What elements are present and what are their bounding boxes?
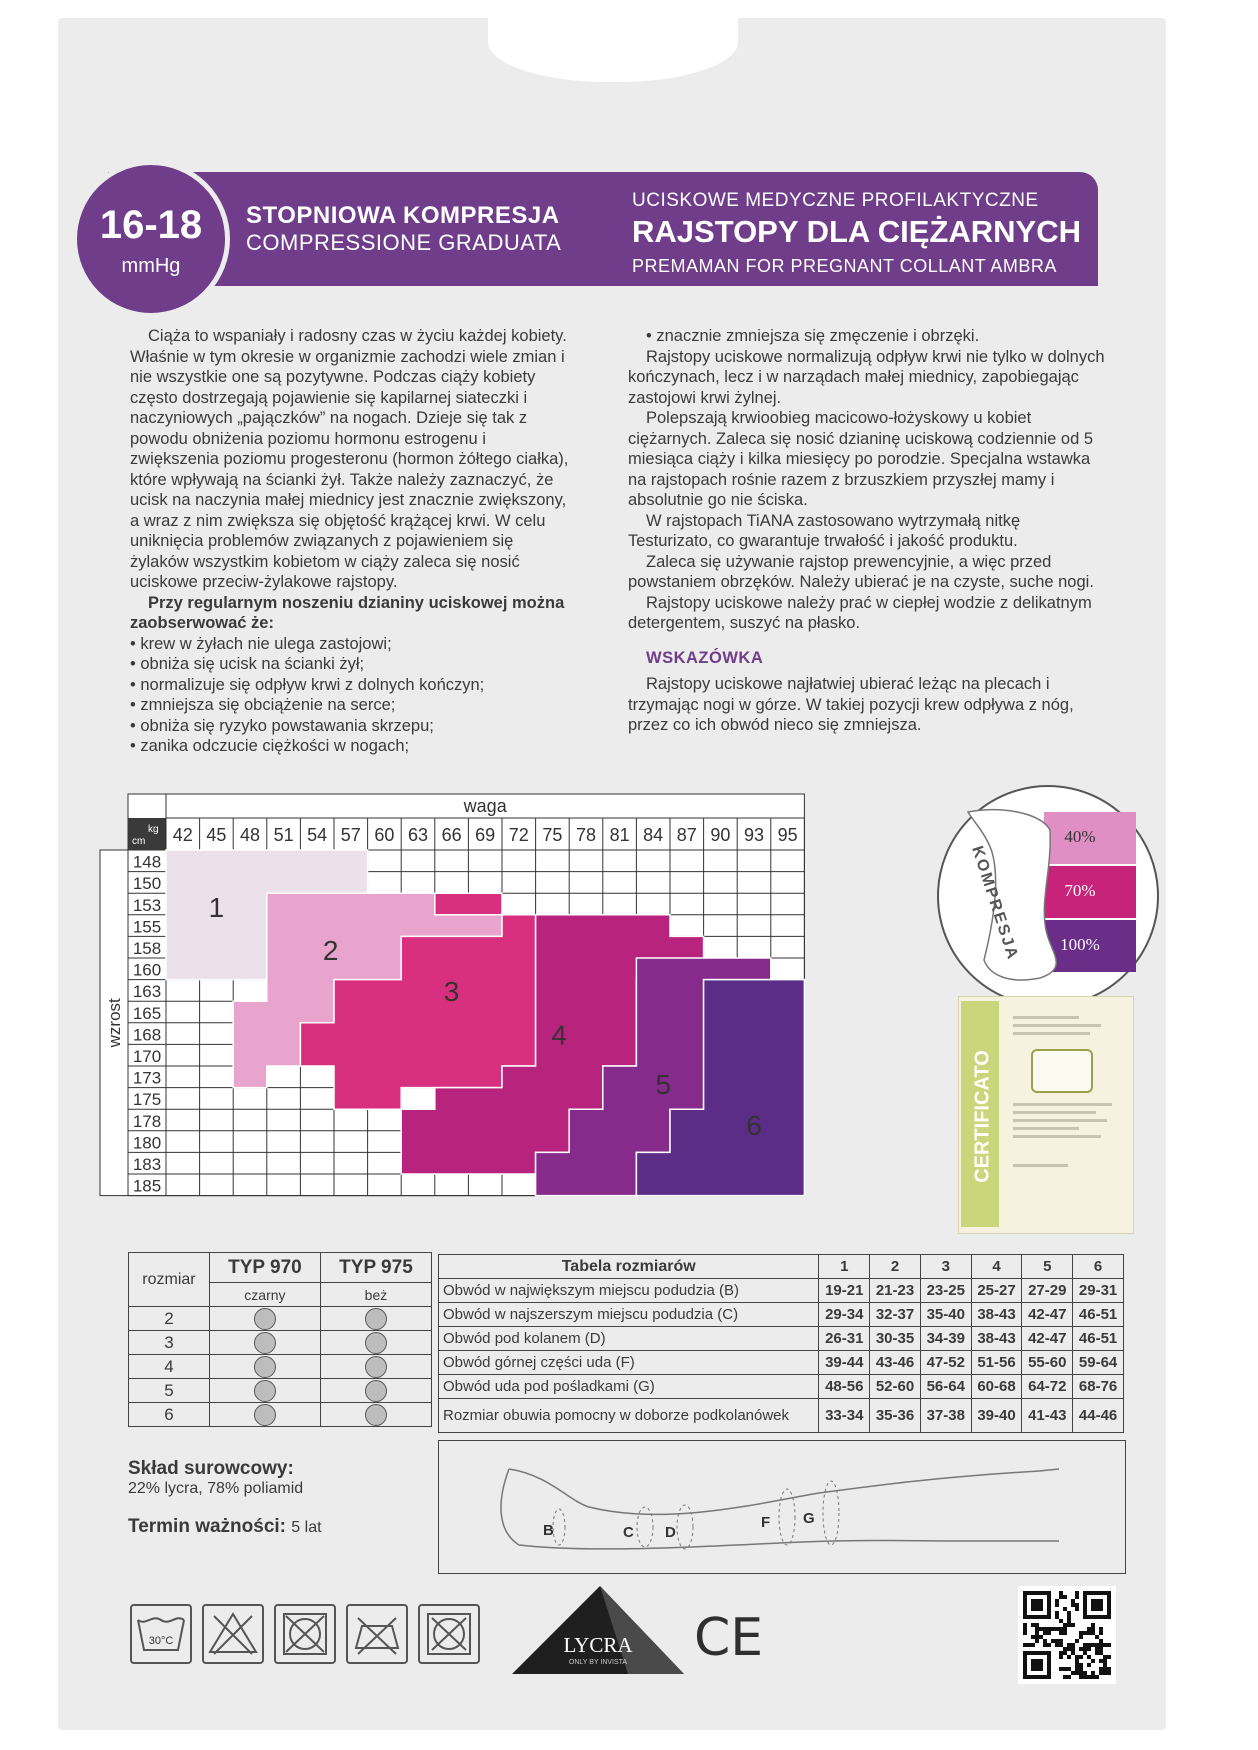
paragraph-prevention: Zaleca się używanie rajstop prewencyjnie, a więc przed powstaniem obrzęków. Należy ubierać je na czyste, suche nogi. [628,552,1094,591]
weight-tick: 48 [239,825,261,845]
size-table-cell: 32-37 [870,1303,921,1327]
leg-point-f: F [761,1514,771,1531]
size-table-row-label: Obwód uda pod pośladkami (G) [439,1375,819,1399]
size-table-cell: 26-31 [819,1327,870,1351]
size-table-cell: 46-51 [1073,1327,1124,1351]
size-table-cell: 46-51 [1073,1303,1124,1327]
no-dry-clean-icon [418,1604,480,1664]
size-table-cell: 23-25 [920,1279,971,1303]
wash-30-icon [130,1604,192,1664]
no-tumble-dry-icon [274,1604,336,1664]
compression-label-40: 40% [1064,827,1096,846]
leg-outline-path [501,1469,1059,1549]
size-table-cell: 56-64 [920,1375,971,1399]
weight-tick: 42 [172,825,193,845]
benefit-item: • normalizuje się odpływ krwi z dolnych kończyn; [130,675,572,696]
size-zone-label-2: 2 [322,935,339,967]
size-table-cell: 33-34 [819,1399,870,1433]
weight-tick: 72 [508,825,529,845]
size-table-cell: 47-52 [920,1351,971,1375]
hint-text: Rajstopy uciskowe najłatwiej ubierać leżąc na plecach i trzymając nogi w górze. W takiej pozycji krew odpływa z nóg, przez co ich obwód nieco się zmniejsza. [628,675,1074,734]
weight-tick: 95 [777,825,798,845]
size-header: 4 [971,1255,1022,1279]
height-tick: 160 [132,960,162,980]
height-tick: 155 [132,917,162,937]
size-table-cell: 59-64 [1073,1351,1124,1375]
size-table-row-label: Obwód w największym miejscu podudzia (B) [439,1279,819,1303]
availability-dot-icon [365,1356,387,1378]
size-header: 2 [870,1255,921,1279]
certificate-body [1013,1011,1123,1172]
pressure-unit: mmHg [121,255,181,277]
hint-title: WSKAZÓWKA [646,648,764,667]
weight-tick: 75 [542,825,563,845]
benefit-item: • zanika odczucie ciężkości w nogach; [130,736,572,757]
size-header: 3 [920,1255,971,1279]
compression-label-70: 70% [1064,881,1096,900]
size-table-cell: 64-72 [1022,1375,1073,1399]
lycra-name: LYCRA [563,1633,633,1657]
pressure-value: 16-18 [99,203,203,247]
size-table-cell: 42-47 [1022,1327,1073,1351]
type-975-color: beż [320,1283,431,1307]
size-table-row-label: Obwód pod kolanem (D) [439,1327,819,1351]
size-table-cell: 38-43 [971,1303,1022,1327]
wash-temperature: 30°C [148,1635,174,1647]
paragraph-circulation: Rajstopy uciskowe normalizują odpływ krwi nie tylko w dolnych kończynach, lecz i w narządach małej miednicy, zapobiegając zastojowi krwi żylnej. [628,347,1105,407]
weight-tick: 60 [374,825,395,845]
height-tick: 170 [132,1047,162,1066]
size-table-cell: 43-46 [870,1351,921,1375]
benefit-item: • obniża się ryzyko powstawania skrzepu; [130,716,572,737]
weight-axis-label: waga [463,796,507,816]
size-table-row-label: Obwód górnej części uda (F) [439,1351,819,1375]
availability-dot-icon [365,1380,387,1402]
weight-tick: 78 [575,825,597,845]
height-tick: 178 [132,1111,162,1131]
size-table-row-label: Rozmiar obuwia pomocny w doborze podkolanówek [439,1399,819,1433]
height-axis-label: wzrost [105,998,124,1048]
size-table-cell: 29-31 [1073,1279,1124,1303]
expiry [128,1516,322,1538]
ce-mark: CE [694,1608,764,1668]
height-tick: 175 [132,1090,162,1110]
weight-tick: 57 [340,825,361,845]
size-table-cell: 60-68 [971,1375,1022,1399]
type-row-size: 2 [129,1307,210,1331]
benefit-item-last: • znacznie zmniejsza się zmęczenie i obrzęki. [646,327,980,345]
size-header: 6 [1073,1255,1124,1279]
size-table-cell: 68-76 [1073,1375,1124,1399]
size-table-cell: 52-60 [870,1375,921,1399]
benefit-item: • zmniejsza się obciążenie na serce; [130,695,572,716]
header-right-line1: UCISKOWE MEDYCZNE PROFILAKTYCZNE [632,190,1039,211]
type-970-color: czarny [209,1283,320,1307]
size-header: 1 [819,1255,870,1279]
height-tick: 168 [132,1025,162,1045]
size-table-cell: 37-38 [920,1399,971,1433]
type-row-size: 3 [129,1331,210,1355]
size-zone-label-1: 1 [208,891,225,923]
header-left-line2: COMPRESSIONE GRADUATA [246,230,562,255]
header-left-line1: STOPNIOWA KOMPRESJA [246,202,560,229]
size-zone-label-6: 6 [746,1110,762,1142]
leg-outline [439,1441,1125,1573]
paragraph-washing: Rajstopy uciskowe należy prać w ciepłej wodzie z delikatnym detergentem, suszyć na płasko. [628,593,1092,632]
height-tick: 153 [132,895,162,915]
weight-tick: 93 [743,825,765,845]
size-zone-label-5: 5 [655,1069,672,1101]
weight-tick: 87 [676,825,697,845]
size-table-cell: 44-46 [1073,1399,1124,1433]
composition [128,1458,303,1498]
weight-tick: 45 [206,825,227,845]
height-tick: 158 [132,939,162,958]
type-975-header: TYP 975 [320,1253,431,1283]
composition-heading: Skład surowcowy: [128,1458,294,1479]
size-table-cell: 39-40 [971,1399,1022,1433]
size-table-cell: 19-21 [819,1279,870,1303]
height-tick: 148 [132,852,162,872]
size-header: 5 [1022,1255,1073,1279]
paragraph-yarn: W rajstopach TiANA zastosowano wytrzymałą nitkę Testurizato, co gwarantuje trwałość i jakość produktu. [628,511,1021,550]
corner-cm-label: cm [132,836,146,847]
composition-value: 22% lycra, 78% poliamid [128,1480,304,1497]
type-row-size: 4 [129,1355,210,1379]
certificate-word: CERTIFICATO [971,1050,994,1183]
height-tick: 173 [132,1068,162,1088]
height-tick: 183 [132,1155,162,1174]
height-tick: 165 [132,1003,162,1023]
corner-kg-label: kg [148,824,159,835]
leg-point-g: G [803,1510,815,1527]
availability-dot-icon [254,1404,276,1426]
paragraph-pregnancy: Polepszają krwioobieg macicowo-łożyskowy u kobiet ciężarnych. Zaleca się nosić dzianinę uciskową codziennie od 5 miesiąca ciąży i kilka miesięcy po porodzie. Specjalna wstawka na rajstopach rośnie razem z brzuszkiem przyszłej mamy i absolutnie go nie ściska. [628,409,1094,509]
type-table-size-header: rozmiar [129,1253,210,1307]
size-table-cell: 25-27 [971,1279,1022,1303]
lycra-sub: ONLY BY INVISTA [568,1659,628,1666]
compression-diagram [938,786,1158,1006]
leg-point-c: C [623,1524,634,1541]
height-tick: 180 [132,1133,162,1153]
certificate-strip [961,1001,999,1227]
size-table-cell: 39-44 [819,1351,870,1375]
type-table [128,1252,432,1427]
weight-tick: 63 [407,825,429,845]
intro-paragraph: Ciąża to wspaniały i radosny czas w życiu każdej kobiety. Właśnie w tym okresie w organizmie zachodzi wiele zmian i nie wszystkie one są pozytywne. Podczas ciąży kobiety często dostrzegają pojawienie się kapilarnej siateczki i naczyniowych „pajączków” na nogach. Dzieje się tak z powodu obniżenia poziomu hormonu estrogenu i zwiększenia poziomu progesteronu (hormon żółtego ciałka), które wpływają na ścianki żył. Także należy zaznaczyć, że ucisk na naczynia małej miednicy jest znacznie zwiększony, a wraz z nim zwiększa się objętość krążącej krwi. W celu uniknięcia problemów związanych z pojawieniem się żylaków wszystkim kobietom w ciąży zaleca się nosić uciskowe przeciw-żylakowe rajstopy. [130,327,569,591]
header-right-line3: PREMAMAN FOR PREGNANT COLLANT AMBRA [632,256,1057,276]
benefit-item: • obniża się ucisk na ścianki żył; [130,654,572,675]
weight-tick: 84 [643,825,664,845]
size-table [438,1254,1124,1433]
weight-tick: 81 [609,825,630,845]
availability-dot-icon [254,1308,276,1330]
size-zone-label-4: 4 [551,1019,567,1051]
size-table-cell: 41-43 [1022,1399,1073,1433]
type-row-size: 5 [129,1379,210,1403]
size-zone-label-3: 3 [443,976,460,1008]
benefit-item: • krew w żyłach nie ulega zastojowi; [130,634,572,655]
leg-point-d: D [665,1524,676,1541]
availability-dot-icon [365,1308,387,1330]
size-table-row-label: Obwód w najszerszym miejscu podudzia (C) [439,1303,819,1327]
size-table-cell: 35-40 [920,1303,971,1327]
benefits-heading: Przy regularnym noszeniu dzianiny uciskowej można zaobserwować że: [130,593,565,632]
size-table-cell: 30-35 [870,1327,921,1351]
weight-tick: 66 [441,825,462,845]
height-tick: 163 [132,982,162,1002]
certificate [958,996,1134,1234]
product-title: RAJSTOPY DLA CIĘŻARNYCH [632,214,1081,249]
qr-code-icon [1018,1586,1116,1684]
weight-tick: 69 [475,825,496,845]
leg-measure-diagram [438,1440,1126,1574]
certificate-seal-icon [1031,1049,1093,1093]
availability-dot-icon [254,1356,276,1378]
type-970-header: TYP 970 [209,1253,320,1283]
compression-label-100: 100% [1060,935,1100,954]
availability-dot-icon [365,1404,387,1426]
size-table-cell: 48-56 [819,1375,870,1399]
size-table-cell: 35-36 [870,1399,921,1433]
size-table-cell: 27-29 [1022,1279,1073,1303]
height-tick: 185 [132,1176,162,1196]
height-tick: 150 [132,874,162,894]
size-table-cell: 38-43 [971,1327,1022,1351]
expiry-heading: Termin ważności: [128,1516,287,1537]
lycra-logo [508,1580,688,1685]
weight-tick: 54 [307,825,328,845]
size-table-cell: 29-34 [819,1303,870,1327]
weight-tick: 51 [273,825,294,845]
no-bleach-icon [202,1604,264,1664]
availability-dot-icon [254,1332,276,1354]
size-table-cell: 21-23 [870,1279,921,1303]
no-iron-icon [346,1604,408,1664]
availability-dot-icon [365,1332,387,1354]
leg-point-b: B [543,1522,554,1539]
compression-word: KOMPRESJA [968,843,1022,963]
availability-dot-icon [254,1380,276,1402]
size-table-cell: 34-39 [920,1327,971,1351]
expiry-value: 5 lat [291,1519,322,1536]
size-table-cell: 51-56 [971,1351,1022,1375]
size-table-cell: 42-47 [1022,1303,1073,1327]
type-row-size: 6 [129,1403,210,1427]
weight-tick: 90 [710,825,731,845]
size-table-title: Tabela rozmiarów [439,1255,819,1279]
size-table-cell: 55-60 [1022,1351,1073,1375]
